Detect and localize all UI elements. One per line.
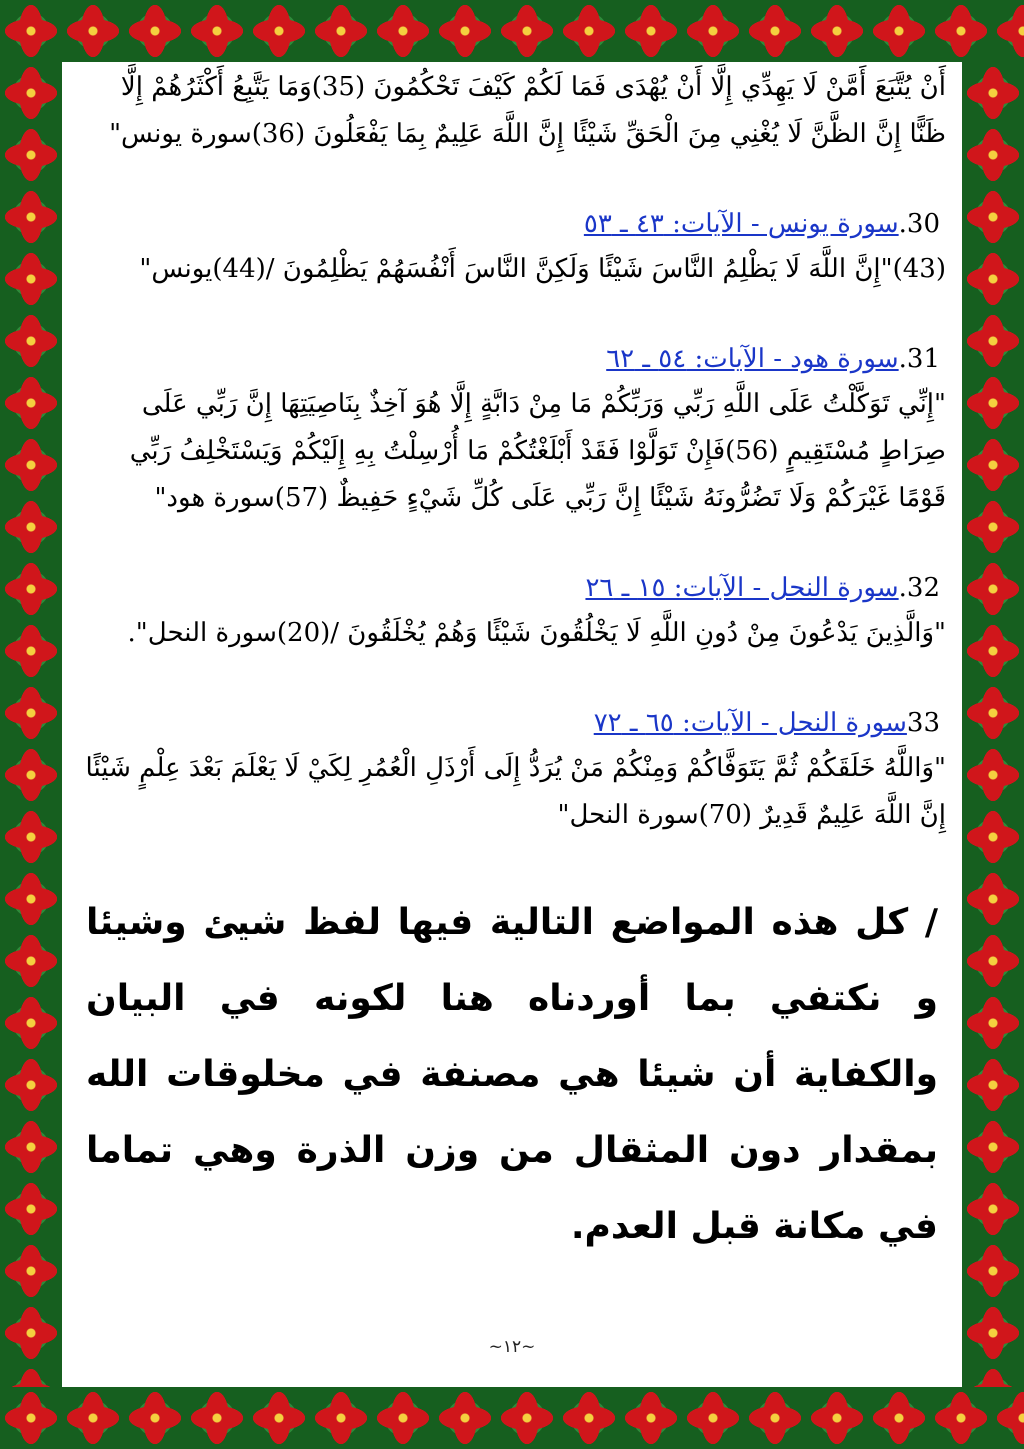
- section-title-link[interactable]: سورة يونس - الآيات: ٤٣ ـ ٥٣: [583, 209, 899, 239]
- poinsettia-border-right: [962, 62, 1024, 1387]
- section-heading: [72, 701, 940, 745]
- section-verse: (43)"إِنَّ اللَّهَ لَا يَظْلِمُ النَّاسَ شَيْئًا وَلَكِنَّ النَّاسَ أَنْفُسَهُمْ يَظْلِمُونَ /(44)يونس": [139, 254, 946, 284]
- intro-verse: أَنْ يُتَّبَعَ أَمَّنْ لَا يَهِدِّي إِلَّا أَنْ يُهْدَى فَمَا لَكُمْ كَيْفَ تَحْكُمُونَ (35)وَمَا يَتَّبِعُ أَكْثَرُهُمْ إِلَّا ظَنًّا إِنَّ الظَّنَّ لَا يُغْنِي مِنَ الْحَقِّ شَيْئًا إِنَّ اللَّهَ عَلِيمٌ بِمَا يَفْعَلُونَ (36)سورة يونس": [109, 72, 946, 149]
- section-number: 32.: [898, 573, 940, 603]
- section-number: 33: [906, 708, 940, 738]
- section-verse: "وَالَّذِينَ يَدْعُونَ مِنْ دُونِ اللَّهِ لَا يَخْلُقُونَ شَيْئًا وَهُمْ يُخْلَقُونَ /(20)سورة النحل".: [127, 618, 946, 648]
- section-heading: [72, 202, 940, 246]
- section-title-link[interactable]: سورة النحل - الآيات: ٦٥ ـ ٧٢: [593, 708, 907, 738]
- section-33: [72, 701, 952, 839]
- section-number: 30.: [898, 209, 940, 239]
- section-title-link[interactable]: سورة هود - الآيات: ٥٤ ـ ٦٢: [606, 344, 899, 374]
- section-verse: "وَاللَّهُ خَلَقَكُمْ ثُمَّ يَتَوَفَّاكُمْ وَمِنْكُمْ مَنْ يُرَدُّ إِلَى أَرْذَلِ الْعُمُرِ لِكَيْ لَا يَعْلَمَ بَعْدَ عِلْمٍ شَيْئًا إِنَّ اللَّهَ عَلِيمٌ قَدِيرٌ (70)سورة النحل": [85, 753, 946, 830]
- section-verse: "إِنِّي تَوَكَّلْتُ عَلَى اللَّهِ رَبِّي وَرَبِّكُمْ مَا مِنْ دَابَّةٍ إِلَّا هُوَ آخِذٌ بِنَاصِيَتِهَا إِنَّ رَبِّي عَلَى صِرَاطٍ مُسْتَقِيمٍ (56)فَإِنْ تَوَلَّوْا فَقَدْ أَبْلَغْتُكُمْ مَا أُرْسِلْتُ بِهِ إِلَيْكُمْ وَيَسْتَخْلِفُ رَبِّي قَوْمًا غَيْرَكُمْ وَلَا تَضُرُّونَهُ شَيْئًا إِنَّ رَبِّي عَلَى كُلِّ شَيْءٍ حَفِيظٌ (57)سورة هود": [129, 389, 946, 513]
- poinsettia-border-top: [0, 0, 1024, 62]
- summary-paragraph: / كل هذه المواضع التالية فيها لفظ شيئ وشيئا و نكتفي بما أوردناه هنا لكونه في البيان والكفاية أن شيئا هي مصنفة في مخلوقات الله بمقدار دون المثقال من وزن الذرة وهي تماما في مكانة قبل العدم.: [86, 902, 938, 1247]
- poinsettia-border-bottom: [0, 1387, 1024, 1449]
- section-heading: [72, 337, 940, 381]
- page-number: ~١٢~: [488, 1337, 536, 1357]
- section-32: [72, 566, 952, 657]
- section-heading: [72, 566, 940, 610]
- section-31: [72, 337, 952, 522]
- poinsettia-border-left: [0, 62, 62, 1387]
- section-number: 31.: [898, 344, 940, 374]
- section-30: [72, 202, 952, 293]
- section-title-link[interactable]: سورة النحل - الآيات: ١٥ ـ ٢٦: [585, 573, 899, 603]
- page-content: [72, 64, 952, 1384]
